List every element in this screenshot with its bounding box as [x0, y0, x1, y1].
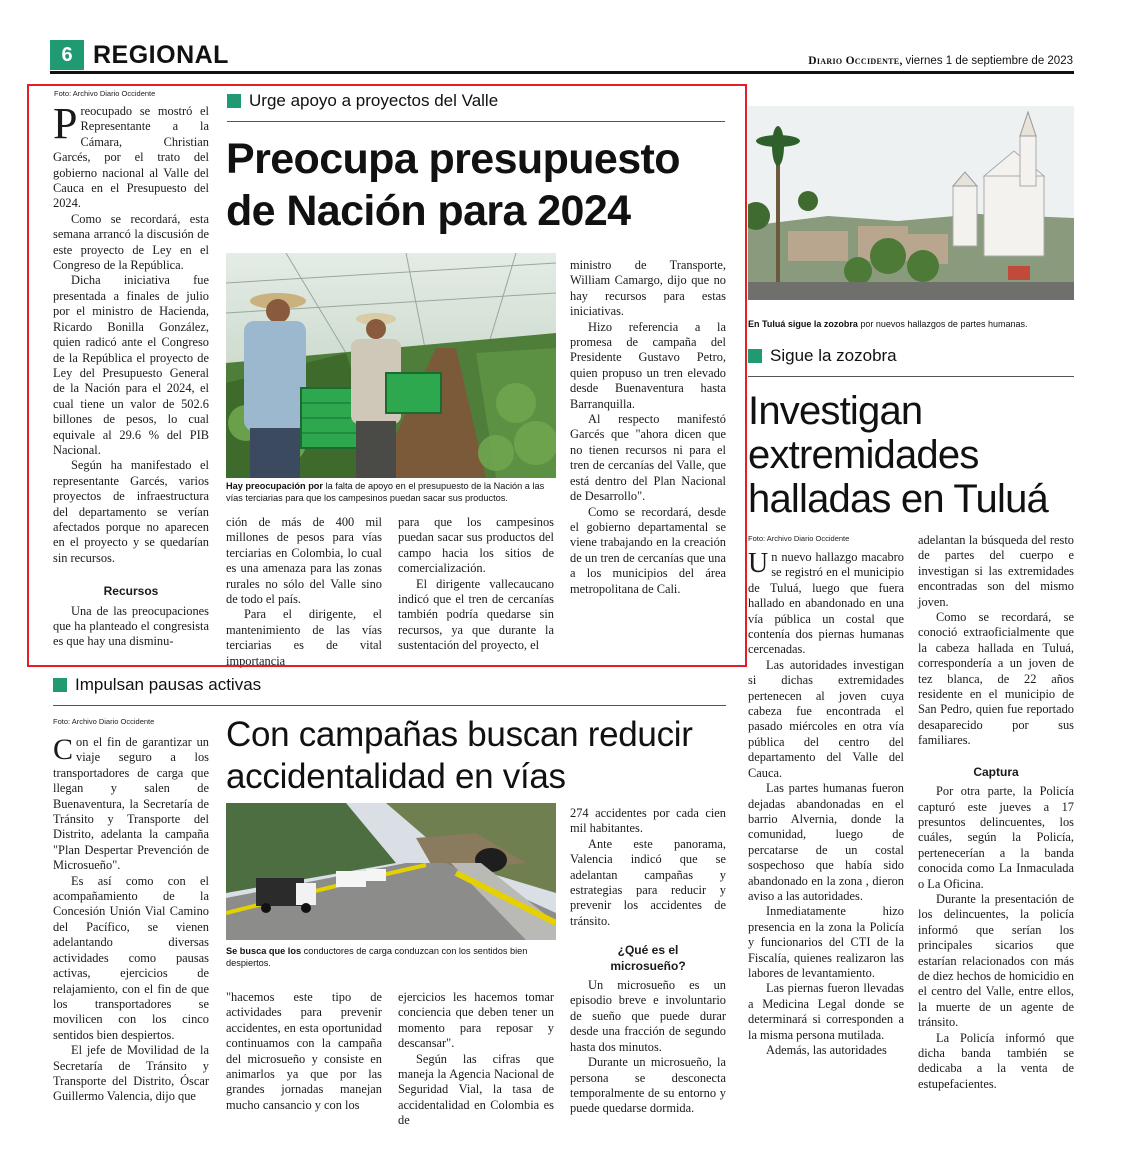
- kicker-square-icon: [748, 349, 762, 363]
- issue-date: viernes 1 de septiembre de 2023: [905, 55, 1073, 67]
- kicker-square-icon: [53, 678, 67, 692]
- subheading: ¿Qué es el microsueño?: [610, 943, 686, 973]
- article3-column-4: [570, 806, 726, 1117]
- paragraph: para que los campesinos puedan sacar sus productos del campo hacia los sitios de comercialización.: [398, 515, 554, 576]
- paragraph: Hizo referencia a la promesa de campaña del Presidente Gustavo Petro, quien propuso un tren elevado desde Buenaventura hasta Barranquilla.: [570, 319, 726, 411]
- page-number: 6: [61, 44, 73, 66]
- paragraph: El jefe de Movilidad de la Secretaría de Tránsito y Transporte del Distrito, Óscar Guillermo Valencia, dijo que: [53, 1043, 209, 1104]
- paragraph: adelantan la búsqueda del resto de partes del cuerpo e investigan si las extremidades encontradas son del mismo joven.: [918, 533, 1074, 609]
- kicker-text: Impulsan pausas activas: [75, 675, 262, 694]
- paragraph: Es así como con el acompañamiento de la Concesión Unión Vial Camino del Pacífico, se vienen adelantando diversas actividades como pausas activas, ejercicios de relajamiento, con el fin de que los transportadores se movilicen con los cinco sentidos bien despiertos.: [53, 873, 209, 1042]
- paragraph: Además, las autoridades: [766, 1043, 887, 1057]
- kicker-text: Sigue la zozobra: [770, 346, 897, 365]
- paragraph: Un nuevo hallazgo macabro se registró en el municipio de Tuluá, luego que fuera hallado en abandonado en una vía pública un costal que contenía dos piernas humanas cercenadas.: [748, 548, 904, 657]
- subheading: Recursos: [103, 584, 159, 599]
- highway-photo: [226, 803, 556, 940]
- paragraph: Según ha manifestado el representante Garcés, varios proyectos de infraestructura del departamento se verían afectados porque no aparecen en el proyecto y se quedarían sin recursos.: [53, 458, 209, 565]
- paragraph: ejercicios les hacemos tomar conciencia que deben tener un momento para reposar y descansar".: [398, 990, 554, 1051]
- article3-headline: Con campañas buscan reducir accidentalidad en vías: [226, 715, 693, 796]
- paragraph: Durante un microsueño, la persona se desconecta temporalmente de su entorno y puede quedarse dormida.: [570, 1055, 726, 1116]
- header-rule: [50, 71, 1074, 74]
- masthead: Diario Occidente,: [808, 55, 903, 67]
- subheading: Captura: [973, 764, 1019, 779]
- article3-kicker: [53, 675, 261, 695]
- town-church-image: [748, 106, 1074, 300]
- section-title: REGIONAL: [93, 41, 229, 69]
- paragraph: Según las cifras que maneja la Agencia Nacional de Seguridad Vial, la tasa de accidentalidad en Colombia es de: [398, 1051, 554, 1128]
- article2-column-1: [748, 550, 904, 1058]
- paragraph: ministro de Transporte, William Camargo, dijo que no hay recursos para estas iniciativas.: [570, 258, 726, 319]
- caption-lead: Se busca que los: [226, 946, 302, 956]
- caption-text: conductores de carga conduzcan con los sentidos bien despiertos.: [226, 946, 528, 968]
- photo-credit: Foto: Archivo Diario Occidente: [54, 89, 156, 98]
- paragraph: Inmediatamente hizo presencia en la zona la Policía y funcionarios del CTI de la Fiscalía, quienes realizaron las labores de levantamiento.: [748, 904, 904, 980]
- caption-lead: En Tuluá sigue la zozobra: [748, 319, 858, 329]
- paragraph: El dirigente vallecaucano indicó que el tren de cercanías también podría quedarse sin recursos, ya que durante la sustentación del proyecto, el: [398, 576, 554, 653]
- paragraph: ción de más de 400 mil millones de pesos para vías terciarias en Colombia, lo cual es una amenaza para las zonas rurales no sólo del Valle sino de todo el país.: [226, 515, 382, 607]
- photo-credit: Foto: Archivo Diario Occidente: [748, 534, 850, 543]
- paragraph: Durante la presentación de los delincuentes, la policía informó que serían los principales sicarios que estarían relacionados con más de diez hechos de homicidio en el centro del Valle, entre ellos, la muerte de un agente de tránsito.: [918, 891, 1074, 1030]
- paragraph: Para el dirigente, el mantenimiento de las vías terciarias es de vital importancia: [226, 607, 382, 668]
- article2-column-2: [918, 533, 1074, 1092]
- article3-caption: [226, 945, 556, 969]
- paragraph: "hacemos este tipo de actividades para prevenir accidentes, en esta oportunidad continuamos con la campaña del microsueño y consiste en animarlos ya que por las grandes jornadas manejan mucho cansancio y con los: [226, 990, 382, 1112]
- kicker-text: Urge apoyo a proyectos del Valle: [249, 91, 499, 110]
- highway-tunnel-image: [226, 803, 556, 940]
- paragraph: Las piernas fueron llevadas a Medicina Legal donde se determinará si corresponden a la misma persona mutilada.: [748, 981, 904, 1042]
- masthead-date: [808, 55, 1073, 67]
- paragraph: Las autoridades investigan si dichas extremidades pertenecen al joven cuya cabeza fue encontrada el pasado miércoles en otra vía pública del centro del departamento del Valle del Cauca.: [748, 657, 904, 780]
- article2-kicker: [748, 346, 897, 366]
- article2-headline: Investigan extremidades halladas en Tuluá: [748, 389, 1048, 521]
- article3-column-1: [53, 735, 209, 1105]
- kicker-rule: [748, 376, 1074, 377]
- photo-credit: Foto: Archivo Diario Occidente: [53, 717, 155, 726]
- paragraph: Preocupado se mostró el Representante a la Cámara, Christian Garcés, por el trato del gobierno nacional al Valle del Cauca en el Presupuesto del 2024.: [53, 99, 209, 211]
- paragraph: Como se recordará, esta semana arrancó la discusión de este proyecto de Ley en el Congreso de la República.: [53, 211, 209, 273]
- highlight-box: [27, 84, 747, 667]
- kicker-rule: [53, 705, 726, 706]
- article2-caption: [748, 318, 1078, 330]
- paragraph: Con el fin de garantizar un viaje seguro a los transportadores de carga que llegan y salen de Buenaventura, la Secretaría de Tránsito y Transporte del Distrito, adelanta la campaña "Plan Despertar Prevención de Microsueño".: [53, 733, 209, 873]
- article3-column-3: [398, 990, 554, 1129]
- article1-headline: Preocupa presupuesto de Nación para 2024: [226, 135, 680, 235]
- tulua-photo: [748, 106, 1074, 300]
- article3-column-2: [226, 990, 382, 1113]
- page-number-badge: [50, 40, 84, 70]
- paragraph: Como se recordará, se conoció extraoficialmente que la cabeza hallada en Tuluá, correspondería a un joven de tez blanca, de 22 años residente en el municipio de San Pedro, quien fue reportado desaparecido por sus familiares.: [918, 610, 1074, 748]
- drop-cap: U: [748, 548, 769, 579]
- paragraph: La Policía informó que dicha banda también se dedicaba a la venta de estupefacientes.: [918, 1030, 1074, 1091]
- caption-text: por nuevos hallazgos de partes humanas.: [860, 319, 1028, 329]
- caption-lead: Hay preocupación por: [226, 481, 323, 491]
- paragraph: Un microsueño es un episodio breve e involuntario de sueño que puede durar desde una fracción de segundo hasta dos minutos.: [570, 978, 726, 1054]
- paragraph: 274 accidentes por cada cien mil habitantes.: [570, 806, 726, 836]
- drop-cap: P: [53, 99, 78, 148]
- paragraph: Las partes humanas fueron dejadas abandonadas en el barrio Alvernia, donde la comunidad, luego de percatarse de un costal sospechoso que había sido abandonado en la zona , dieron aviso a las autoridades.: [748, 781, 904, 903]
- paragraph: Ante este panorama, Valencia indicó que se adelantan campañas y estrategias para reducir y prevenir los accidentes de tránsito.: [570, 836, 726, 928]
- caption-text: la falta de apoyo en el presupuesto de la Nación a las vías terciarias para que los campesinos puedan sacar sus productos.: [226, 481, 545, 503]
- paragraph: Por otra parte, la Policía capturó este jueves a 17 presuntos delincuentes, los cuáles, según la Policía, pertenecerían a la banda conocida como La Inmaculada o La Oficina.: [918, 784, 1074, 891]
- drop-cap: C: [53, 733, 74, 766]
- paragraph: Dicha iniciativa fue presentada a finales de julio por el ministro de Hacienda, Ricardo Bonilla González, quien radicó ante el Congreso de la República el proyecto de Ley del Presupuesto General de la Nación para el 2024, el cual tiene un valor de 502.6 billones de pesos, lo cual equivale al 29.6 % del PIB Nacional.: [53, 273, 209, 457]
- paragraph: Como se recordará, desde el gobierno departamental se viene trabajando en la creación de un tren de cercanías que una a los municipios del área metropolitana de Cali.: [570, 504, 726, 596]
- paragraph: Una de las preocupaciones que ha planteado el congresista es que hay una disminu-: [53, 603, 209, 649]
- paragraph: Al respecto manifestó Garcés que "ahora dicen que no tienen recursos ni para el tren de cercanías del Valle, que está dentro del Plan Nacional de Desarrollo".: [570, 412, 726, 504]
